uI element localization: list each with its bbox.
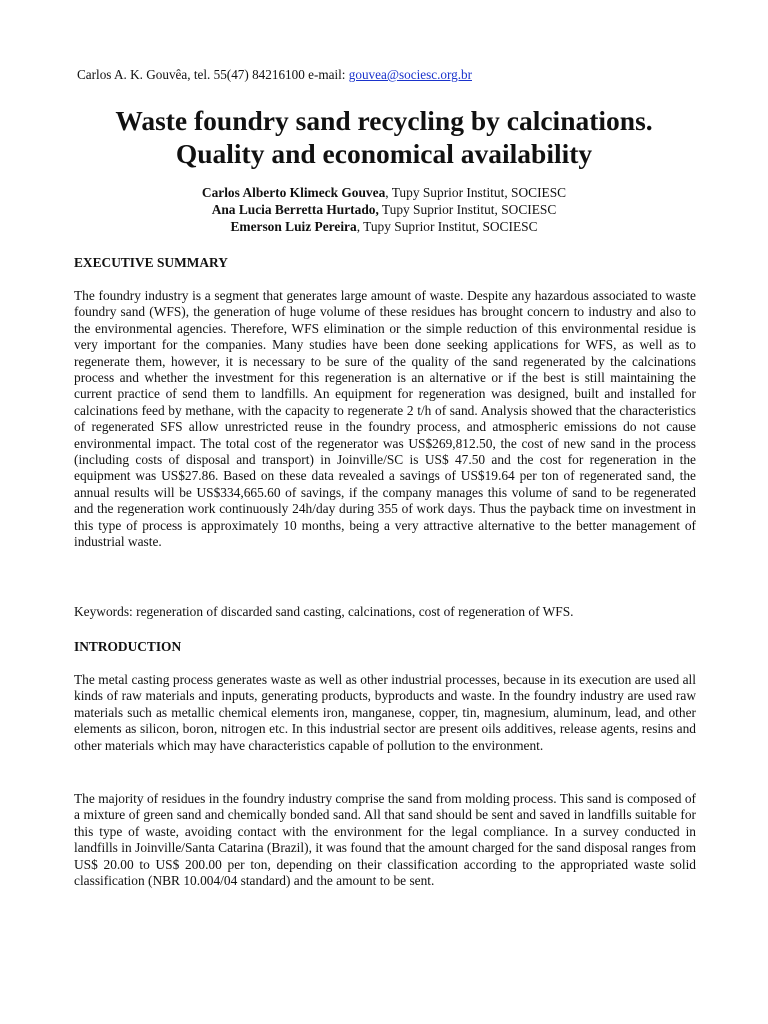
contact-text: Carlos A. K. Gouvêa, tel. 55(47) 84216100 e-mail: <box>77 67 349 82</box>
author-line <box>60 184 708 201</box>
contact-line <box>77 67 472 83</box>
author-name: Emerson Luiz Pereira <box>230 219 357 234</box>
introduction-text-2: The majority of residues in the foundry industry comprise the sand from molding process. This sand is composed of a mixture of green sand and chemically bonded sand. All that sand should be sent and saved in landfills suitable for this type of waste, avoiding contact with the environment for the legal compliance. In a survey conducted in landfills in Joinville/Santa Catarina (Brazil), it was found that the amount charged for the sand disposal ranges from US$ 20.00 to US$ 200.00 per ton, depending on their classification according to the appropriated waste solid classification (NBR 10.004/04 standard) and the amount to be sent. <box>74 791 696 889</box>
introduction-heading: INTRODUCTION <box>74 639 182 654</box>
author-affiliation: Tupy Suprior Institut, SOCIESC <box>378 202 557 217</box>
author-name: Ana Lucia Berretta Hurtado, <box>211 202 379 217</box>
introduction-paragraph-2 <box>74 791 696 889</box>
author-name: Carlos Alberto Klimeck Gouvea <box>201 185 386 200</box>
executive-summary-text: The foundry industry is a segment that generates large amount of waste. Despite any hazardous associated to waste foundry sand (WFS), the generation of huge volume of these residues has brought concern to industry and also to the environmental agencies. Therefore, WFS elimination or the simple reduction of this environmental residue is very important for the companies. Many studies have been done seeking applications for WFS, as well as to regenerate them, however, it is necessary to be sure of the quality of the sand regenerated by the calcinations process and whether the investment for this regeneration is an alternative or if the best is still maintaining the current practice of send them to landfills. An equipment for regeneration was designed, built and installed for calcinations feed by methane, with the capacity to regenerate 2 t/h of sand. Analysis showed that the characteristics of regenerated SFS allow unrestricted reuse in the foundry process, and atmospheric emissions do not cause environmental impact. The total cost of the regenerator was US$269,812.50, the cost of new sand in the process (including costs of disposal and transport) in Joinville/SC is US$ 47.50 and the cost for regeneration in the equipment was US$27.86. Based on these data revealed a savings of US$19.64 per ton of regenerated sand, the annual results will be US$334,665.60 of savings, if the company manages this volume of sand to be regenerated and the regeneration work continuously 24h/day during 355 of work days. Thus the payback time on investment in this type of process is approximately 10 months, being a very attractive alternative to the better management of industrial waste. <box>74 288 696 550</box>
introduction-paragraph-1 <box>74 672 696 754</box>
title-line-2: Quality and economical availability <box>175 138 593 169</box>
author-line <box>60 201 708 218</box>
keywords-text: Keywords: regeneration of discarded sand casting, calcinations, cost of regeneration of WFS. <box>74 604 574 619</box>
executive-summary-paragraph <box>74 288 696 551</box>
keywords-paragraph <box>74 604 696 620</box>
author-affiliation: , Tupy Suprior Institut, SOCIESC <box>356 219 538 234</box>
author-affiliation: , Tupy Suprior Institut, SOCIESC <box>385 185 567 200</box>
introduction-text-1: The metal casting process generates waste as well as other industrial processes, because in its execution are used all kinds of raw materials and inputs, generating products, byproducts and waste. In the foundry industry are used raw materials such as metallic chemical elements iron, manganese, copper, tin, magnesium, aluminum, lead, and other elements as silicon, boron, nitrogen etc. In this industrial sector are present oils additives, release agents, resins and other materials which may have characteristics capable of pollution to the environment. <box>74 672 696 753</box>
email-link[interactable]: gouvea@sociesc.org.br <box>348 67 472 82</box>
author-list <box>60 184 708 235</box>
executive-summary-heading: EXECUTIVE SUMMARY <box>74 255 228 270</box>
paper-title <box>40 104 728 170</box>
title-line-1: Waste foundry sand recycling by calcinations. <box>115 105 653 136</box>
author-line <box>60 218 708 235</box>
